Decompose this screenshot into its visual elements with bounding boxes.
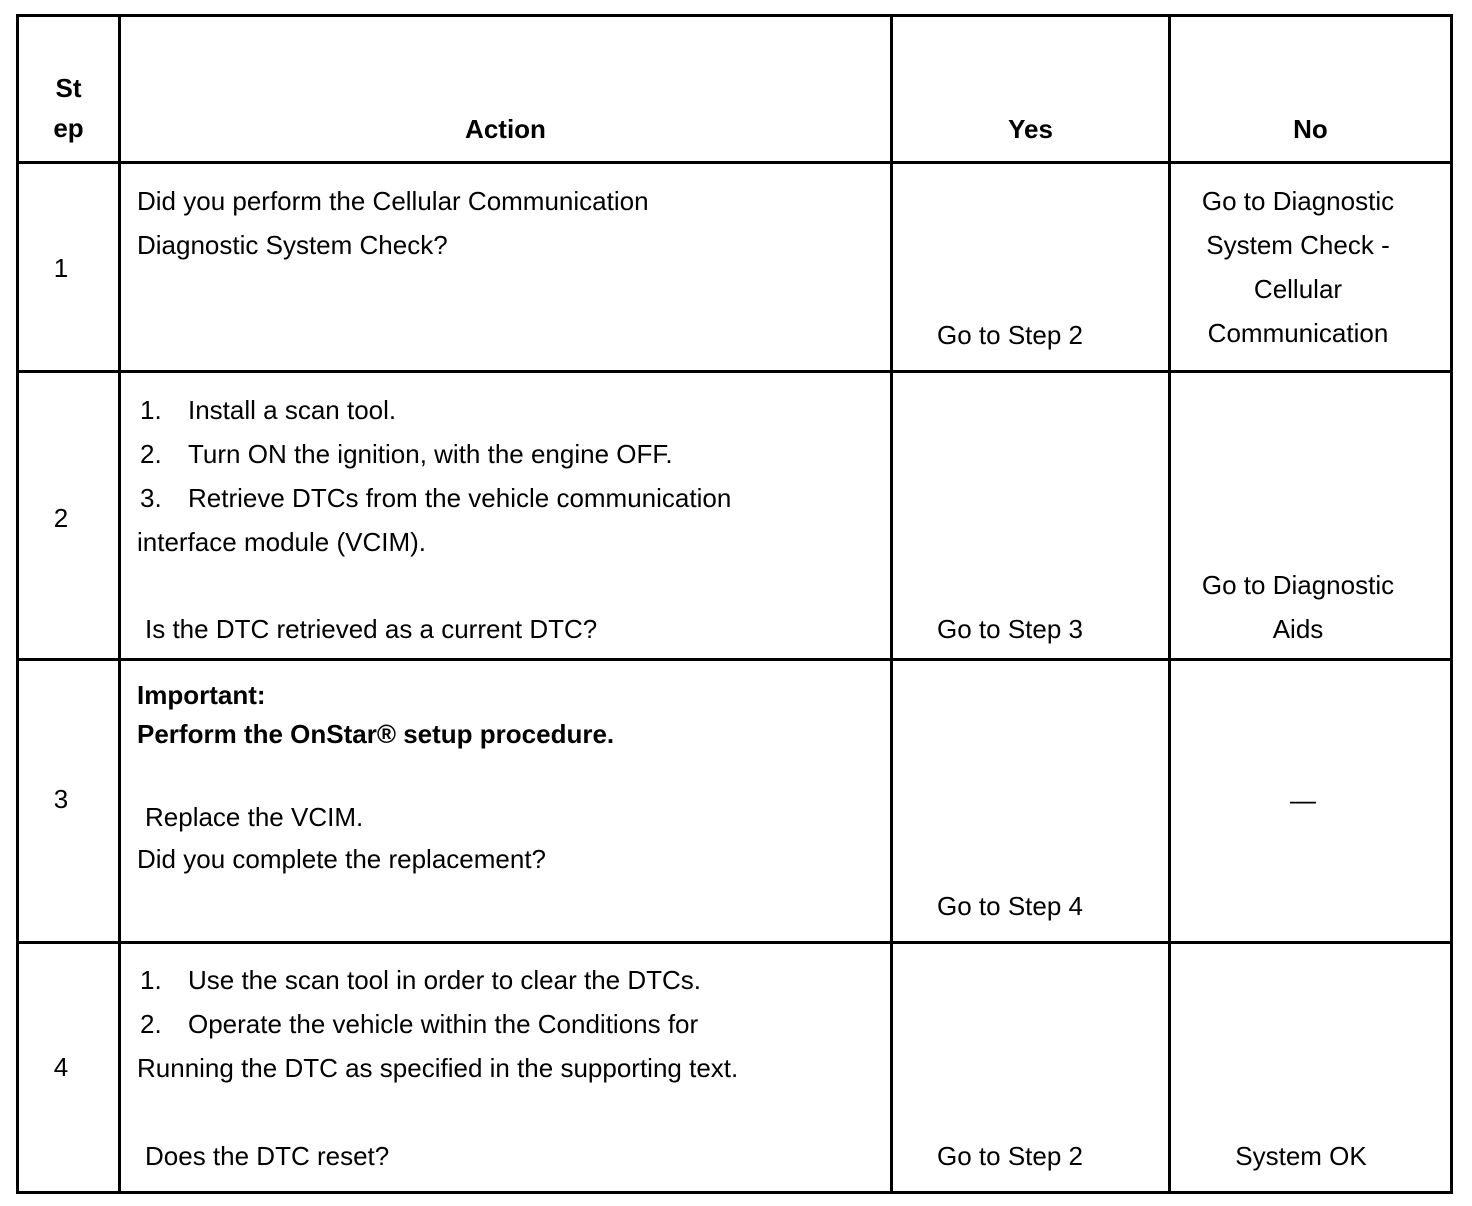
row3-action-line1: Replace the VCIM. (145, 802, 364, 832)
row1-action-line2: Diagnostic System Check? (137, 230, 448, 260)
row2-step: 2 (53, 503, 69, 533)
rule-top (16, 14, 1453, 17)
rule-step-action (118, 14, 121, 1194)
rule-right (1450, 14, 1453, 1194)
list-number: 1. (140, 395, 162, 425)
row1-action (137, 179, 649, 267)
header-step (19, 68, 118, 148)
list-text: Operate the vehicle within the Conditions for (188, 1009, 699, 1039)
row2-question: Is the DTC retrieved as a current DTC? (145, 614, 598, 644)
rule-bottom (16, 1191, 1453, 1194)
header-action: Action (465, 114, 546, 144)
row1-no-line2: System Check - (1206, 230, 1390, 260)
row3-yes: Go to Step 4 (937, 891, 1083, 921)
row3-important-text: Perform the OnStar® setup procedure. (137, 719, 615, 749)
row1-no-line1: Go to Diagnostic (1201, 186, 1395, 216)
list-text: Retrieve DTCs from the vehicle communication (188, 483, 732, 513)
row3-action-body (137, 795, 546, 879)
row4-question: Does the DTC reset? (145, 1141, 390, 1171)
rule-action-yes (890, 14, 893, 1194)
row2-list-continuation: interface module (VCIM). (137, 527, 426, 557)
list-text: Install a scan tool. (188, 395, 397, 425)
list-text: Use the scan tool in order to clear the DTCs. (188, 965, 702, 995)
row1-yes: Go to Step 2 (937, 320, 1083, 350)
rule-left (16, 14, 19, 1194)
row3-action (137, 676, 614, 754)
row3-important-label: Important: (137, 680, 266, 710)
list-number: 3. (140, 483, 162, 513)
row2-list-item (137, 476, 731, 520)
row2-list-item (137, 432, 731, 476)
list-number: 2. (140, 439, 162, 469)
header-yes: Yes (1008, 114, 1053, 144)
row2-no-line2: Aids (1272, 614, 1324, 644)
rule-header (16, 161, 1453, 164)
row4-action (137, 958, 738, 1090)
row2-list-item (137, 388, 731, 432)
row4-yes: Go to Step 2 (937, 1141, 1083, 1171)
row1-no-line3: Cellular (1253, 274, 1343, 304)
rule-row2 (16, 658, 1453, 661)
row2-no-line1: Go to Diagnostic (1201, 570, 1395, 600)
row4-step: 4 (53, 1052, 69, 1082)
row4-no: System OK (1235, 1141, 1367, 1171)
row1-no-line4: Communication (1207, 318, 1389, 348)
row3-action-line2: Did you complete the replacement? (137, 844, 547, 874)
row2-yes: Go to Step 3 (937, 614, 1083, 644)
header-step-line2: ep (53, 113, 84, 143)
row1-no (1171, 179, 1425, 355)
row2-no (1171, 563, 1425, 651)
rule-row3 (16, 941, 1453, 944)
row1-action-line1: Did you perform the Cellular Communication (137, 186, 649, 216)
row1-step: 1 (53, 253, 69, 283)
row3-step: 3 (53, 784, 69, 814)
row4-list-item (137, 1002, 738, 1046)
list-number: 1. (140, 965, 162, 995)
list-text: Turn ON the ignition, with the engine OFF. (188, 439, 673, 469)
header-step-line1: St (55, 73, 82, 103)
header-no: No (1293, 114, 1328, 144)
row4-list-item (137, 958, 738, 1002)
list-number: 2. (140, 1009, 162, 1039)
row4-list-continuation: Running the DTC as specified in the supporting text. (137, 1053, 739, 1083)
rule-row1 (16, 370, 1453, 373)
row3-no: — (1290, 785, 1316, 815)
row2-action (137, 388, 731, 564)
